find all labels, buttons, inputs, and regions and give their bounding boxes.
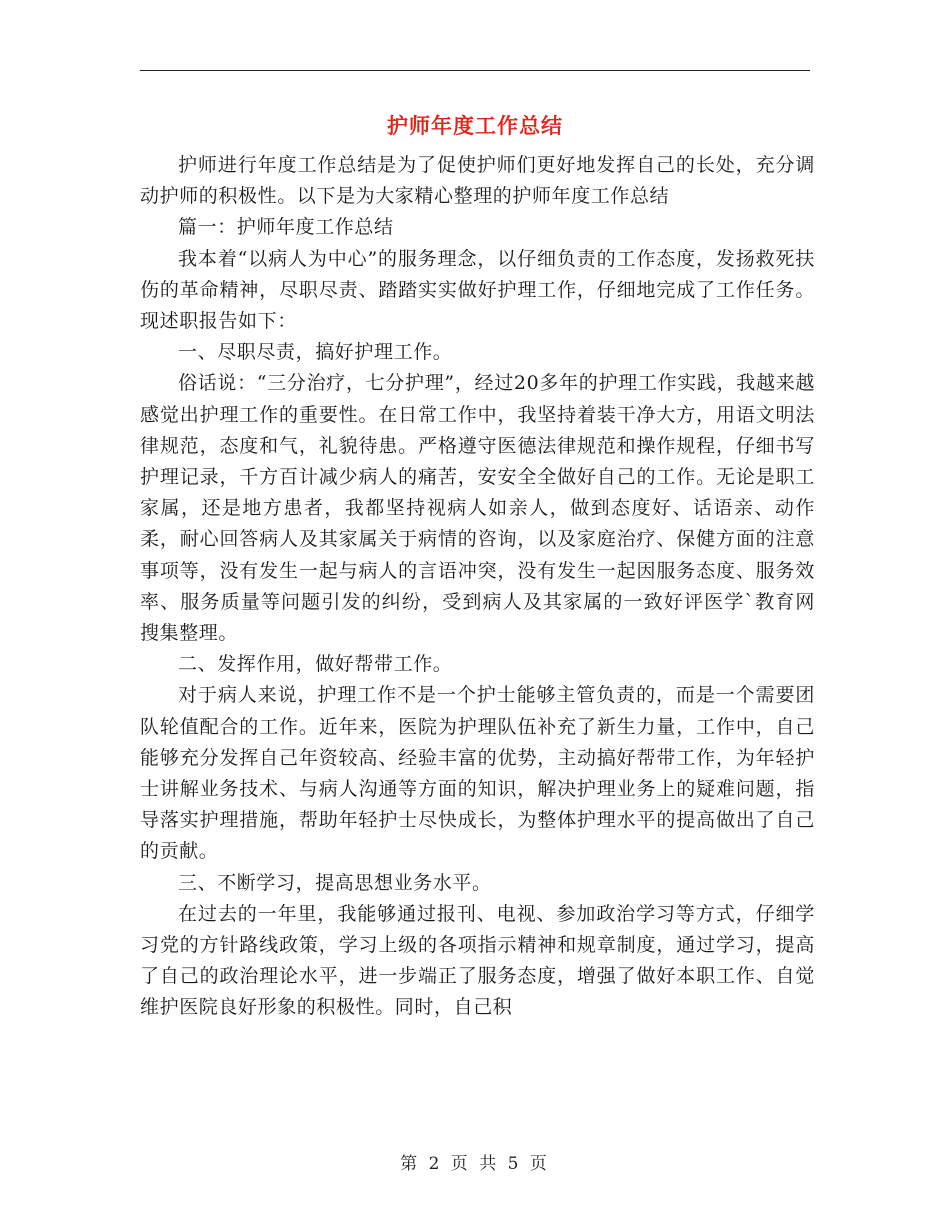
document-body (140, 150, 815, 1024)
section-heading-1: 一、尽职尽责，搞好护理工作。 (178, 341, 453, 364)
section-heading-part-one: 篇一：护师年度工作总结 (178, 216, 394, 239)
header-rule (140, 70, 810, 71)
section-heading-3: 三、不断学习，提高思想业务水平。 (178, 871, 492, 894)
page-number-footer: 第 2 页 共 5 页 (400, 1154, 550, 1174)
section-1-paragraph: 俗话说：“三分治疗，七分护理”，经过20多年的护理工作实践，我越来越感觉出护理工作的重要性。在日常工作中，我坚持着装干净大方，用语文明法律规范，态度和气，礼貌待患。严格遵守医德法律规范和操作规程，仔细书写护理记录，千方百计减少病人的痛苦，安安全全做好自己的工作。无论是职工家属，还是地方患者，我都坚持视病人如亲人，做到态度好、话语亲、动作柔，耐心回答病人及其家属关于病情的咨询，以及家庭治疗、保健方面的注意事项等，没有发生一起与病人的言语冲突，没有发生一起因服务态度、服务效率、服务质量等问题引发的纠纷，受到病人及其家属的一致好评医学`教育网搜集整理。 (140, 372, 815, 645)
opening-paragraph: 我本着“以病人为中心”的服务理念，以仔细负责的工作态度，发扬救死扶伤的革命精神，尽职尽责、踏踏实实做好护理工作，仔细地完成了工作任务。现述职报告如下： (140, 247, 815, 333)
section-2-paragraph: 对于病人来说，护理工作不是一个护士能够主管负责的，而是一个需要团队轮值配合的工作。近年来，医院为护理队伍补充了新生力量，工作中，自己能够充分发挥自己年资较高、经验丰富的优势，主动搞好帮带工作，为年轻护士讲解业务技术、与病人沟通等方面的知识，解决护理业务上的疑难问题，指导落实护理措施，帮助年轻护士尽快成长，为整体护理水平的提高做出了自己的贡献。 (140, 684, 815, 863)
document-title: 护师年度工作总结 (387, 113, 563, 138)
section-3-paragraph: 在过去的一年里，我能够通过报刊、电视、参加政治学习等方式，仔细学习党的方针路线政策，学习上级的各项指示精神和规章制度，通过学习，提高了自己的政治理论水平，进一步端正了服务态度，增强了做好本职工作、自觉维护医院良好形象的积极性。同时，自己积 (140, 902, 815, 1019)
intro-paragraph: 护师进行年度工作总结是为了促使护师们更好地发挥自己的长处，充分调动护师的积极性。以下是为大家精心整理的护师年度工作总结 (140, 154, 815, 208)
section-heading-2: 二、发挥作用，做好帮带工作。 (178, 653, 453, 676)
